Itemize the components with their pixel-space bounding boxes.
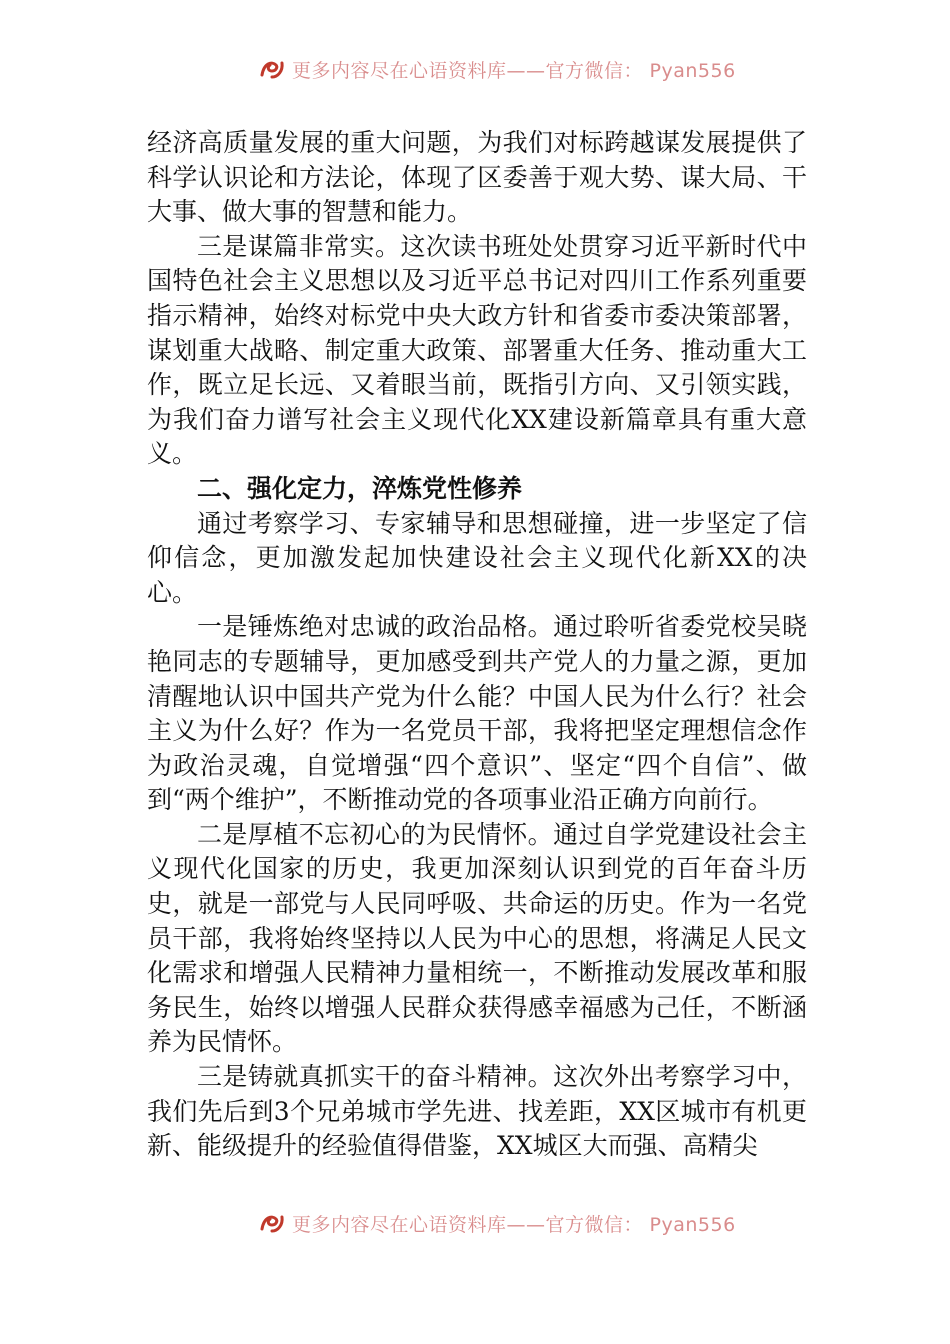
paragraph: 二是厚植不忘初心的为民情怀。通过自学党建设社会主义现代化国家的历史，我更加深刻认识到党的百年奋斗历史，就是一部党与人民同呼吸、共命运的历史。作为一名党员干部，我将始终坚持以人民为中心的思想，将满足人民文化需求和增强人民精神力量相统一，不断推动发展改革和服务民生，始终以增强人民群众获得感幸福感为己任，不断涵养为民情怀。 [147,819,807,1057]
document-body [147,126,807,1164]
paragraph: 三是铸就真抓实干的奋斗精神。这次外出考察学习中，我们先后到3个兄弟城市学先进、找差距，XX区城市有机更新、能级提升的经验值得借鉴，XX城区大而强、高精尖 [147,1062,807,1161]
watermark-logo-icon [258,1209,286,1237]
watermark-footer [258,1208,738,1238]
section-heading: 二、强化定力，淬炼党性修养 [197,473,523,503]
watermark-text: 更多内容尽在心语资料库——官方微信： Pyan556 [292,59,736,82]
watermark-text: 更多内容尽在心语资料库——官方微信： Pyan556 [292,1213,736,1236]
paragraph: 三是谋篇非常实。这次读书班处处贯穿习近平新时代中国特色社会主义思想以及习近平总书记对四川工作系列重要指示精神，始终对标党中央大政方针和省委市委决策部署，谋划重大战略、制定重大政策、部署重大任务、推动重大工作，既立足长远、又着眼当前，既指引方向、又引领实践，为我们奋力谱写社会主义现代化XX建设新篇章具有重大意义。 [147,231,807,469]
paragraph: 一是锤炼绝对忠诚的政治品格。通过聆听省委党校吴晓艳同志的专题辅导，更加感受到共产党人的力量之源，更加清醒地认识中国共产党为什么能？中国人民为什么行？社会主义为什么好？作为一名党员干部，我将把坚定理想信念作为政治灵魂，自觉增强“四个意识”、坚定“四个自信”、做到“两个维护”，不断推动党的各项事业沿正确方向前行。 [147,612,807,815]
watermark-header [258,54,738,84]
paragraph: 通过考察学习、专家辅导和思想碰撞，进一步坚定了信仰信念，更加激发起加快建设社会主义现代化新XX的决心。 [147,508,807,607]
watermark-logo-icon [258,55,286,83]
paragraph: 经济高质量发展的重大问题，为我们对标跨越谋发展提供了科学认识论和方法论，体现了区委善于观大势、谋大局、干大事、做大事的智慧和能力。 [147,128,807,227]
